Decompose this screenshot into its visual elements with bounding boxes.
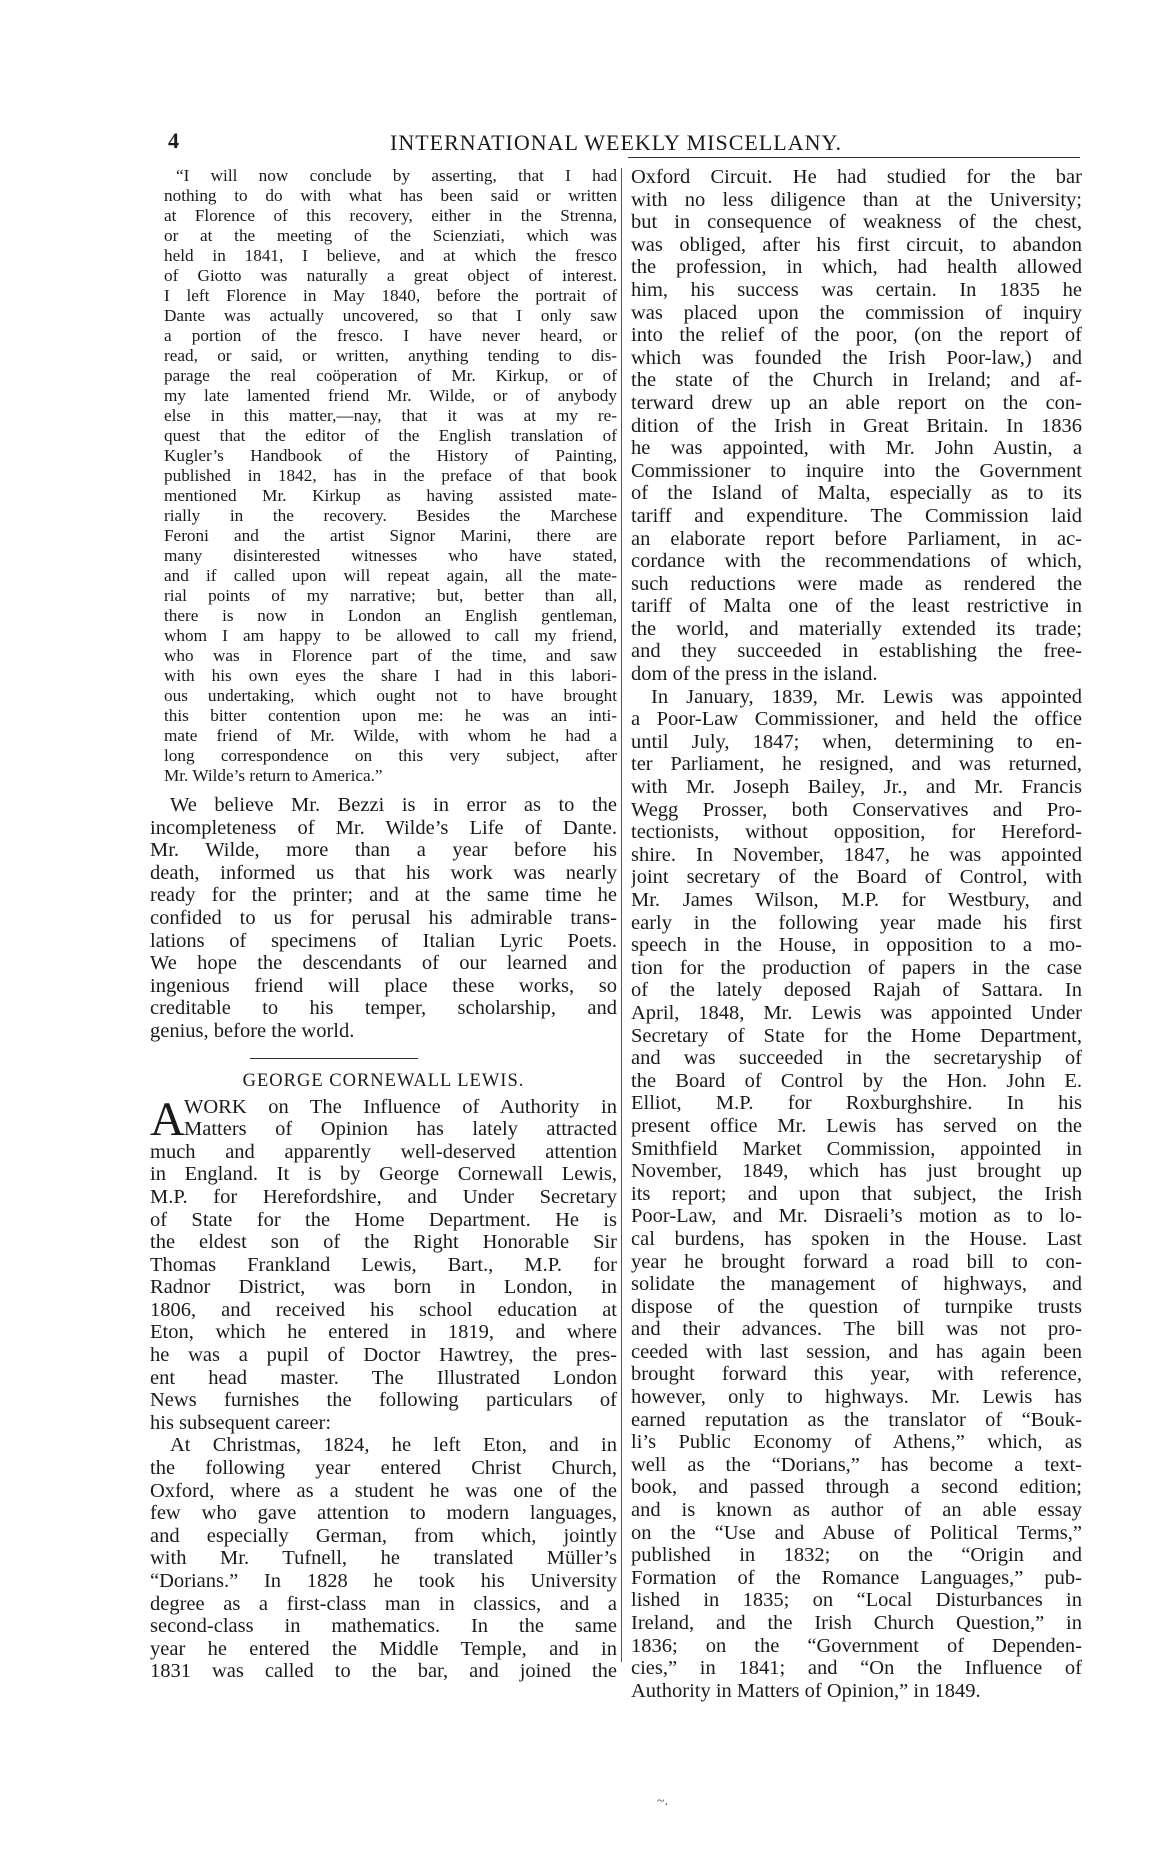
text-line: 1831 was called to the bar, and joined the	[150, 1660, 617, 1683]
text-line: with Mr. Tufnell, he translated Müller’s	[150, 1547, 617, 1570]
text-line: book, and passed through a second edition;	[631, 1476, 1082, 1499]
text-line: We believe Mr. Bezzi is in error as to the	[170, 794, 617, 816]
text-line: At Christmas, 1824, he left Eton, and in	[170, 1434, 617, 1457]
text-line: tariff and expenditure. The Commission laid	[631, 504, 1082, 527]
text-line: but in consequence of weakness of the chest,	[631, 211, 1082, 234]
text-line: incompleteness of Mr. Wilde’s Life of Dante.	[150, 816, 617, 839]
text-line: Authority in Matters of Opinion,” in 1849.	[631, 1679, 981, 1702]
text-line: Poor-Law, and Mr. Disraeli’s motion as to lo-	[631, 1205, 1082, 1228]
text-line: and was succeeded in the secretaryship of	[631, 1047, 1082, 1070]
text-line: Mr. Wilde, more than a year before his	[150, 839, 617, 862]
text-line: Smithfield Market Commission, appointed in	[631, 1137, 1082, 1160]
text-line: ready for the printer; and at the same time he	[150, 884, 617, 907]
text-line: many disinterested witnesses who have stated,	[164, 546, 617, 565]
text-line: published in 1842, has in the preface of that book	[164, 466, 617, 485]
text-line: Oxford Circuit. He had studied for the bar	[631, 166, 1082, 188]
text-line: rially in the recovery. Besides the Marchese	[164, 506, 617, 525]
text-line: of the lately deposed Rajah of Sattara. In	[631, 979, 1082, 1002]
footer-mark: ~.	[657, 1794, 669, 1809]
text-line: Matters of Opinion has lately attracted	[184, 1118, 617, 1141]
running-head: INTERNATIONAL WEEKLY MISCELLANY.	[390, 130, 843, 155]
text-line: 1806, and received his school education at	[150, 1298, 617, 1321]
text-line: a Poor-Law Commissioner, and held the office	[631, 708, 1082, 731]
text-line: solidate the management of highways, and	[631, 1273, 1082, 1296]
text-line: nothing to do with what has been said or written	[164, 186, 617, 205]
text-line: Secretary of State for the Home Department,	[631, 1024, 1082, 1047]
paragraph-bezzi	[150, 794, 617, 1043]
article-separator-rule	[250, 1058, 418, 1059]
text-line: ter Parliament, he resigned, and was returned,	[631, 753, 1082, 776]
text-line: published in 1832; on the “Origin and	[631, 1544, 1082, 1567]
text-line: rial points of my narrative; but, better than all,	[164, 586, 617, 605]
text-line: Thomas Frankland Lewis, Bart., M.P. for	[150, 1253, 617, 1276]
text-line: the state of the Church in Ireland; and af-	[631, 369, 1082, 392]
text-line: the Board of Control by the Hon. John E.	[631, 1069, 1082, 1092]
text-line: “I will now conclude by asserting, that I had	[176, 166, 617, 185]
text-line: was obliged, after his first circuit, to abandon	[631, 233, 1082, 256]
text-line: its report; and upon that subject, the Irish	[631, 1182, 1082, 1205]
text-line: 1836; on the “Government of Dependen-	[631, 1634, 1082, 1657]
text-line: dispose of the question of turnpike trusts	[631, 1295, 1082, 1318]
text-line: Elliot, M.P. for Roxburghshire. In his	[631, 1092, 1082, 1115]
text-line: there is now in London an English gentleman,	[164, 606, 617, 625]
text-line: the eldest son of the Right Honorable Sir	[150, 1231, 617, 1254]
text-line: parage the real coöperation of Mr. Kirkup, or of	[164, 366, 617, 385]
text-line: a portion of the fresco. I have never heard, or	[164, 326, 617, 345]
text-line: mentioned Mr. Kirkup as having assisted mate-	[164, 486, 617, 505]
text-line: quest that the editor of the English translation of	[164, 426, 617, 445]
text-line: confided to us for perusal his admirable trans-	[150, 906, 617, 929]
text-line: however, only to highways. Mr. Lewis has	[631, 1386, 1082, 1409]
page-header	[168, 128, 1058, 160]
text-line: In January, 1839, Mr. Lewis was appointed	[651, 685, 1082, 708]
text-line: Kugler’s Handbook of the History of Painting,	[164, 446, 617, 465]
text-line: dom of the press in the island.	[631, 663, 878, 686]
text-line: of State for the Home Department. He is	[150, 1208, 617, 1231]
paragraph-oxford-circuit	[631, 166, 1082, 686]
article-intro	[150, 1092, 617, 1146]
paragraph-introduction	[150, 1141, 617, 1435]
text-line: M.P. for Herefordshire, and Under Secretary	[150, 1185, 617, 1208]
text-line: few who gave attention to modern languages,	[150, 1502, 617, 1525]
text-line: death, informed us that his work was nearly	[150, 861, 617, 884]
text-line: this bitter contention upon me: he was an inti-	[164, 706, 617, 725]
text-line: Mr. James Wilson, M.P. for Westbury, and	[631, 889, 1082, 911]
page-number: 4	[168, 128, 179, 153]
text-line: and is known as author of an able essay	[631, 1499, 1082, 1522]
text-line: We hope the descendants of our learned and	[150, 952, 617, 975]
text-line: year he entered the Middle Temple, and in	[150, 1637, 617, 1660]
text-line: my late lamented friend Mr. Wilde, or of anybody	[164, 386, 617, 405]
text-line: long correspondence on this very subject, after	[164, 746, 617, 765]
text-line: cies,” in 1841; and “On the Influence of	[631, 1657, 1082, 1680]
text-line: of the Island of Malta, especially as to its	[631, 482, 1082, 505]
left-column	[150, 166, 617, 1683]
text-line: and especially German, from which, jointly	[150, 1524, 617, 1547]
text-line: mate friend of Mr. Wilde, with whom he had a	[164, 726, 617, 745]
text-line: “Dorians.” In 1828 he took his University	[150, 1570, 617, 1592]
text-line: terward drew up an able report on the con-	[631, 391, 1082, 414]
text-line: and their advances. The bill was not pro-	[631, 1318, 1082, 1341]
drop-cap-letter: A	[150, 1092, 185, 1146]
text-line: with his own eyes the share I had in this labori-	[164, 666, 617, 685]
text-line: he was a pupil of Doctor Hawtrey, the pres-	[150, 1344, 617, 1367]
text-line: brought forward this year, with reference,	[631, 1363, 1082, 1386]
text-line: Feroni and the artist Signor Marini, there are	[164, 526, 617, 545]
text-line: lished in 1835; on “Local Disturbances in	[631, 1589, 1082, 1612]
text-line: he was appointed, with Mr. John Austin, a	[631, 437, 1082, 460]
text-line: WORK on The Influence of Authority in	[184, 1095, 617, 1118]
text-line: and if called upon will repeat again, all the mate-	[164, 566, 617, 585]
text-line: such reductions were made as rendered the	[631, 572, 1082, 595]
text-line: him, his success was certain. In 1835 he	[631, 278, 1082, 301]
text-line: his subsequent career:	[150, 1411, 332, 1434]
text-line: of Giotto was naturally a great object of interest.	[164, 266, 617, 285]
text-line: lations of specimens of Italian Lyric Poets.	[150, 929, 617, 952]
text-line: was placed upon the commission of inquiry	[631, 301, 1082, 324]
text-line: an elaborate report before Parliament, in ac-	[631, 527, 1082, 550]
text-line: year he brought forward a road bill to con-	[631, 1250, 1082, 1273]
text-line: whom I am happy to be allowed to call my friend,	[164, 626, 617, 645]
text-line: second-class in mathematics. In the same	[150, 1615, 617, 1638]
text-line: ous undertaking, which ought not to have brought	[164, 686, 617, 705]
text-line: genius, before the world.	[150, 1019, 355, 1042]
text-line: tion for the production of papers in the case	[631, 956, 1082, 979]
text-line: shire. In November, 1847, he was appointed	[631, 843, 1082, 866]
text-line: cal burdens, has spoken in the House. Last	[631, 1227, 1082, 1250]
text-line: speech in the House, in opposition to a mo-	[631, 934, 1082, 957]
text-line: ceeded with last session, and has again been	[631, 1340, 1082, 1363]
text-line: li’s Public Economy of Athens,” which, as	[631, 1431, 1082, 1454]
text-line: the following year entered Christ Church,	[150, 1457, 617, 1480]
text-line: early in the following year made his first	[631, 911, 1082, 934]
text-line: Commissioner to inquire into the Government	[631, 459, 1082, 482]
text-line: Ireland, and the Irish Church Question,” in	[631, 1612, 1082, 1634]
text-line: held in 1841, I believe, and at which the fresco	[164, 246, 617, 265]
text-line: degree as a first-class man in classics, and a	[150, 1592, 617, 1615]
text-line: News furnishes the following particulars of	[150, 1389, 617, 1412]
text-line: with Mr. Joseph Bailey, Jr., and Mr. Francis	[631, 776, 1082, 799]
text-line: with no less diligence than at the University;	[631, 188, 1082, 211]
text-line: else in this matter,—nay, that it was at my re-	[164, 406, 617, 425]
text-line: present office Mr. Lewis has served on the	[631, 1114, 1082, 1137]
text-line: on the “Use and Abuse of Political Terms,”	[631, 1521, 1082, 1544]
text-line: ingenious friend will place these works, so	[150, 974, 617, 997]
text-line: into the relief of the poor, (on the report of	[631, 324, 1082, 347]
text-line: Eton, which he entered in 1819, and where	[150, 1321, 617, 1344]
text-line: tariff of Malta one of the least restrictive in	[631, 595, 1082, 618]
text-line: dition of the Irish in Great Britain. In 1836	[631, 414, 1082, 437]
text-line: which was founded the Irish Poor-law,) and	[631, 346, 1082, 369]
text-line: joint secretary of the Board of Control, with	[631, 866, 1082, 889]
text-line: well as the “Dorians,” has become a text-	[631, 1453, 1082, 1476]
text-line: Formation of the Romance Languages,” pub-	[631, 1566, 1082, 1589]
text-line: and they succeeded in establishing the free-	[631, 640, 1082, 663]
text-line: the profession, in which, had health allowed	[631, 256, 1082, 279]
text-line: until July, 1847; when, determining to en-	[631, 730, 1082, 753]
text-line: in England. It is by George Cornewall Lewis,	[150, 1163, 617, 1186]
header-rule	[628, 157, 1080, 158]
text-line: much and apparently well-deserved attention	[150, 1140, 617, 1163]
text-line: ent head master. The Illustrated London	[150, 1366, 617, 1389]
right-column	[631, 166, 1082, 1702]
text-line: who was in Florence part of the time, and saw	[164, 646, 617, 665]
text-line: April, 1848, Mr. Lewis was appointed Under	[631, 1001, 1082, 1024]
text-line: Mr. Wilde’s return to America.”	[164, 766, 383, 785]
text-line: earned reputation as the translator of “Bouk-	[631, 1408, 1082, 1431]
text-line: cordance with the recommendations of which,	[631, 550, 1082, 573]
column-divider	[621, 168, 622, 1662]
text-line: Dante was actually uncovered, so that I only saw	[164, 306, 617, 325]
text-line: read, or said, or written, anything tending to dis-	[164, 346, 617, 365]
text-line: November, 1849, which has just brought up	[631, 1160, 1082, 1183]
paragraph-career	[150, 1434, 617, 1683]
text-line: Oxford, where as a student he was one of the	[150, 1479, 617, 1502]
text-line: creditable to his temper, scholarship, and	[150, 997, 617, 1020]
article-title: GEORGE CORNEWALL LEWIS.	[242, 1070, 525, 1091]
text-line: tectionists, without opposition, for Hereford-	[631, 821, 1082, 844]
text-line: I left Florence in May 1840, before the portrait of	[164, 286, 617, 305]
text-line: or at the meeting of the Scienziati, which was	[164, 226, 617, 245]
text-line: Radnor District, was born in London, in	[150, 1276, 617, 1299]
paragraph-poor-law	[631, 686, 1082, 1703]
quotation-block	[150, 166, 617, 786]
text-line: at Florence of this recovery, either in the Strenna,	[164, 206, 617, 225]
text-line: Wegg Prosser, both Conservatives and Pro-	[631, 798, 1082, 821]
text-line: the world, and materially extended its trade;	[631, 617, 1082, 640]
